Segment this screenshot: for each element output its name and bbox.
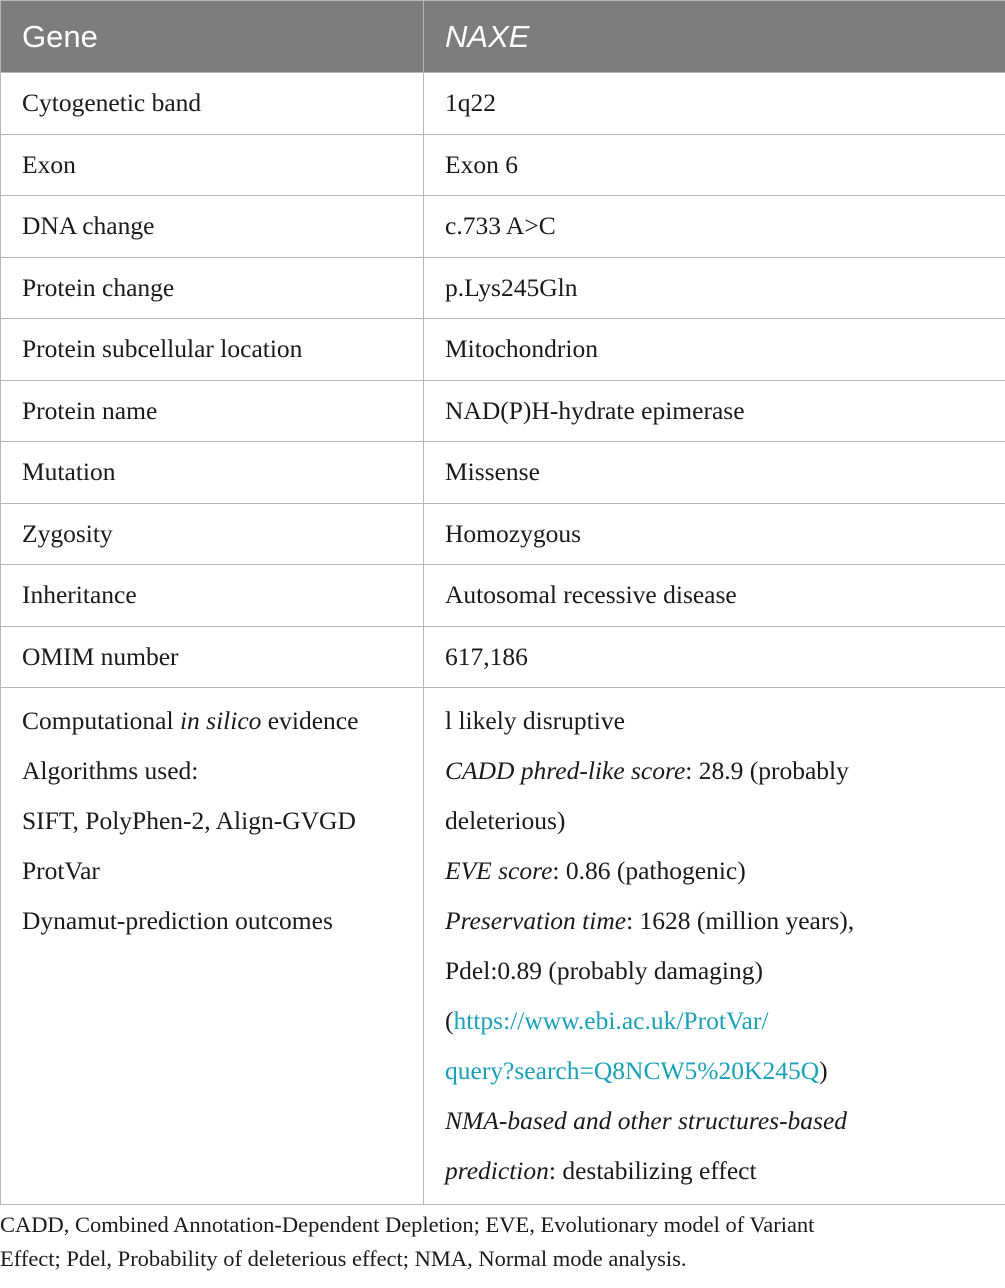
row-label: OMIM number: [1, 626, 424, 688]
table-row: [1, 196, 1005, 258]
header-gene-name: NAXE: [424, 1, 1005, 73]
row-value: Missense: [424, 442, 1005, 504]
table-row: [1, 380, 1005, 442]
value-text: : 0.86 (pathogenic): [552, 856, 746, 885]
row-value: Autosomal recessive disease: [424, 565, 1005, 627]
label-line: Algorithms used:: [22, 756, 199, 785]
protvar-link[interactable]: https://www.ebi.ac.uk/ProtVar/: [453, 1006, 769, 1035]
table-row-computational: [1, 688, 1005, 1205]
table-footnote: [0, 1208, 1000, 1276]
value-line: l likely disruptive: [445, 706, 625, 735]
table-row: [1, 503, 1005, 565]
footnote-line: CADD, Combined Annotation-Dependent Depletion; EVE, Evolutionary model of Variant: [0, 1212, 815, 1237]
value-italic-text: EVE score: [445, 856, 553, 885]
header-gene: Gene: [1, 1, 424, 73]
computational-label: [1, 688, 424, 1205]
value-italic-text: Preservation time: [445, 906, 627, 935]
table-row: [1, 565, 1005, 627]
value-line: [445, 746, 1005, 796]
row-value: Exon 6: [424, 134, 1005, 196]
table-row: [1, 319, 1005, 381]
row-label: DNA change: [1, 196, 424, 258]
value-line: NMA-based and other structures-based: [445, 1106, 848, 1135]
row-label: Protein name: [1, 380, 424, 442]
value-line: [445, 996, 1005, 1046]
value-italic-text: prediction: [445, 1156, 549, 1185]
protvar-link-continued[interactable]: query?search=Q8NCW5%20K245Q: [445, 1056, 820, 1085]
row-value: Mitochondrion: [424, 319, 1005, 381]
row-value: p.Lys245Gln: [424, 257, 1005, 319]
value-line: [445, 846, 1005, 896]
label-line: SIFT, PolyPhen-2, Align-GVGD: [22, 806, 356, 835]
row-value: 617,186: [424, 626, 1005, 688]
row-label: Protein subcellular location: [1, 319, 424, 381]
table-header-row: [1, 1, 1005, 73]
label-line: [22, 696, 423, 746]
table-row: [1, 257, 1005, 319]
value-text: ): [819, 1056, 828, 1085]
label-text: Computational: [22, 706, 180, 735]
table-row: [1, 442, 1005, 504]
table-row: [1, 134, 1005, 196]
row-value: NAD(P)H-hydrate epimerase: [424, 380, 1005, 442]
footnote-line: Effect; Pdel, Probability of deleterious effect; NMA, Normal mode analysis.: [0, 1246, 687, 1271]
value-text: (: [445, 1006, 454, 1035]
row-label: Exon: [1, 134, 424, 196]
row-value: c.733 A>C: [424, 196, 1005, 258]
row-value: 1q22: [424, 73, 1005, 135]
value-line: [445, 896, 1005, 946]
row-label: Zygosity: [1, 503, 424, 565]
table-row: [1, 73, 1005, 135]
row-label: Cytogenetic band: [1, 73, 424, 135]
row-label: Mutation: [1, 442, 424, 504]
row-label: Protein change: [1, 257, 424, 319]
value-line: [445, 1146, 1005, 1196]
value-text: : destabilizing effect: [548, 1156, 757, 1185]
row-label: Inheritance: [1, 565, 424, 627]
value-italic-text: CADD phred-like score: [445, 756, 686, 785]
value-line: [445, 1046, 1005, 1096]
table-row: [1, 626, 1005, 688]
label-line: ProtVar: [22, 856, 100, 885]
value-text: : 28.9 (probably: [685, 756, 849, 785]
value-text: : 1628 (million years),: [626, 906, 855, 935]
label-italic-text: in silico: [179, 706, 262, 735]
value-line: deleterious): [445, 806, 566, 835]
label-text: evidence: [261, 706, 359, 735]
label-line: Dynamut-prediction outcomes: [22, 906, 333, 935]
value-line: Pdel:0.89 (probably damaging): [445, 956, 763, 985]
computational-value: [424, 688, 1005, 1205]
row-value: Homozygous: [424, 503, 1005, 565]
